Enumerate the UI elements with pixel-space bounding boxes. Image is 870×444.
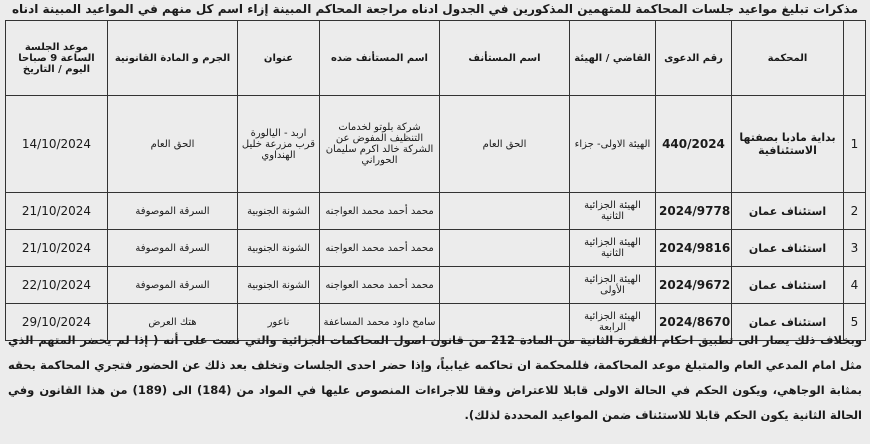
- header-respondent: اسم المستأنف ضده: [320, 21, 440, 96]
- row-date: 29/10/2024: [6, 304, 108, 341]
- row-judge: الهيئة الجزائية الأولى: [570, 267, 656, 304]
- row-respondent: محمد أحمد محمد العواجنه: [320, 230, 440, 267]
- row-num: 2: [844, 193, 866, 230]
- row-num: 4: [844, 267, 866, 304]
- header-date: موعد الجلسة الساعة 9 صباحا اليوم / التاريخ: [6, 21, 108, 96]
- table-row: [6, 193, 866, 230]
- row-court: استئناف عمان: [732, 267, 844, 304]
- row-court: بداية مادبا بصفتها الاستئنافية: [732, 96, 844, 193]
- row-date: 14/10/2024: [6, 96, 108, 193]
- header-appellant: اسم المستأنف: [440, 21, 570, 96]
- row-case-number: 2024/9816: [656, 230, 732, 267]
- table-header-row: [6, 21, 866, 96]
- row-appellant: [440, 230, 570, 267]
- row-respondent: محمد أحمد محمد العواجنه: [320, 267, 440, 304]
- row-case-number: 2024/9778: [656, 193, 732, 230]
- row-address: اربد - اليالورة قرب مزرعة خليل الهنداوي: [238, 96, 320, 193]
- row-judge: الهيئة الاولى- جزاء: [570, 96, 656, 193]
- row-judge: الهيئة الجزائية الرابعة: [570, 304, 656, 341]
- row-appellant: [440, 267, 570, 304]
- row-date: 22/10/2024: [6, 267, 108, 304]
- header-num: [844, 21, 866, 96]
- row-appellant: [440, 193, 570, 230]
- row-court: استئناف عمان: [732, 230, 844, 267]
- header-address: عنوان: [238, 21, 320, 96]
- row-respondent: سامح داود محمد المساعفة: [320, 304, 440, 341]
- row-case-number: 440/2024: [656, 96, 732, 193]
- row-address: الشونة الجنوبية: [238, 267, 320, 304]
- row-court: استئناف عمان: [732, 193, 844, 230]
- row-appellant: الحق العام: [440, 96, 570, 193]
- row-judge: الهيئة الجزائية الثانية: [570, 193, 656, 230]
- row-case-number: 2024/9672: [656, 267, 732, 304]
- row-court: استئناف عمان: [732, 304, 844, 341]
- row-num: 5: [844, 304, 866, 341]
- row-respondent: محمد أحمد محمد العواجنه: [320, 193, 440, 230]
- header-crime: الجرم و المادة القانونية: [108, 21, 238, 96]
- row-respondent: شركة بلوتو لخدمات التنظيف المفوض عن الشركة خالد اكرم سليمان الحوراني: [320, 96, 440, 193]
- row-address: الشونة الجنوبية: [238, 230, 320, 267]
- table-row: [6, 230, 866, 267]
- header-case-number: رقم الدعوى: [656, 21, 732, 96]
- row-case-number: 2024/8670: [656, 304, 732, 341]
- row-crime: السرقة الموصوفة: [108, 267, 238, 304]
- row-num: 3: [844, 230, 866, 267]
- row-crime: السرقة الموصوفة: [108, 230, 238, 267]
- legal-note: وبخلاف ذلك يصار الى تطبيق احكام الفقرة الثانية من المادة 212 من قانون اصول المحاكمات الجزائية والتي نصت على أنه ( إذا لم يحضر المتهم الذي مثل امام المدعي العام والمتبلغ موعد المحاكمة، فللمحكمة ان تحاكمه غيابياً، وإذا حضر احدى الجلسات وتخلف بعد ذلك عن الحضور فتجري المحاكمة بحقه بمثابة الوجاهي، ويكون الحكم في الحالة الاولى قابلا للاعتراض وفقا للاجراءات المنصوص عليها في المواد من (184) الى (189) من هذا القانون وفي الحالة الثانية يكون الحكم قابلا للاستئناف ضمن المواعيد المحددة لذلك).: [8, 333, 863, 422]
- header-judge: القاضي / الهيئة: [570, 21, 656, 96]
- row-judge: الهيئة الجزائية الثانية: [570, 230, 656, 267]
- notice-header: مذكرات تبليغ مواعيد جلسات المحاكمة للمتهمين المذكورين في الجدول ادناه مراجعة المحاكم المبينة إزاء اسم كل منهم في المواعيد المبينة ادناه: [11, 2, 859, 16]
- row-crime: الحق العام: [108, 96, 238, 193]
- row-num: 1: [844, 96, 866, 193]
- row-crime: السرقة الموصوفة: [108, 193, 238, 230]
- row-date: 21/10/2024: [6, 230, 108, 267]
- row-date: 21/10/2024: [6, 193, 108, 230]
- hearings-table: [5, 20, 866, 341]
- table-row: [6, 96, 866, 193]
- header-court: المحكمة: [732, 21, 844, 96]
- table-row: [6, 267, 866, 304]
- row-address: الشونة الجنوبية: [238, 193, 320, 230]
- row-address: ناعور: [238, 304, 320, 341]
- row-crime: هتك العرض: [108, 304, 238, 341]
